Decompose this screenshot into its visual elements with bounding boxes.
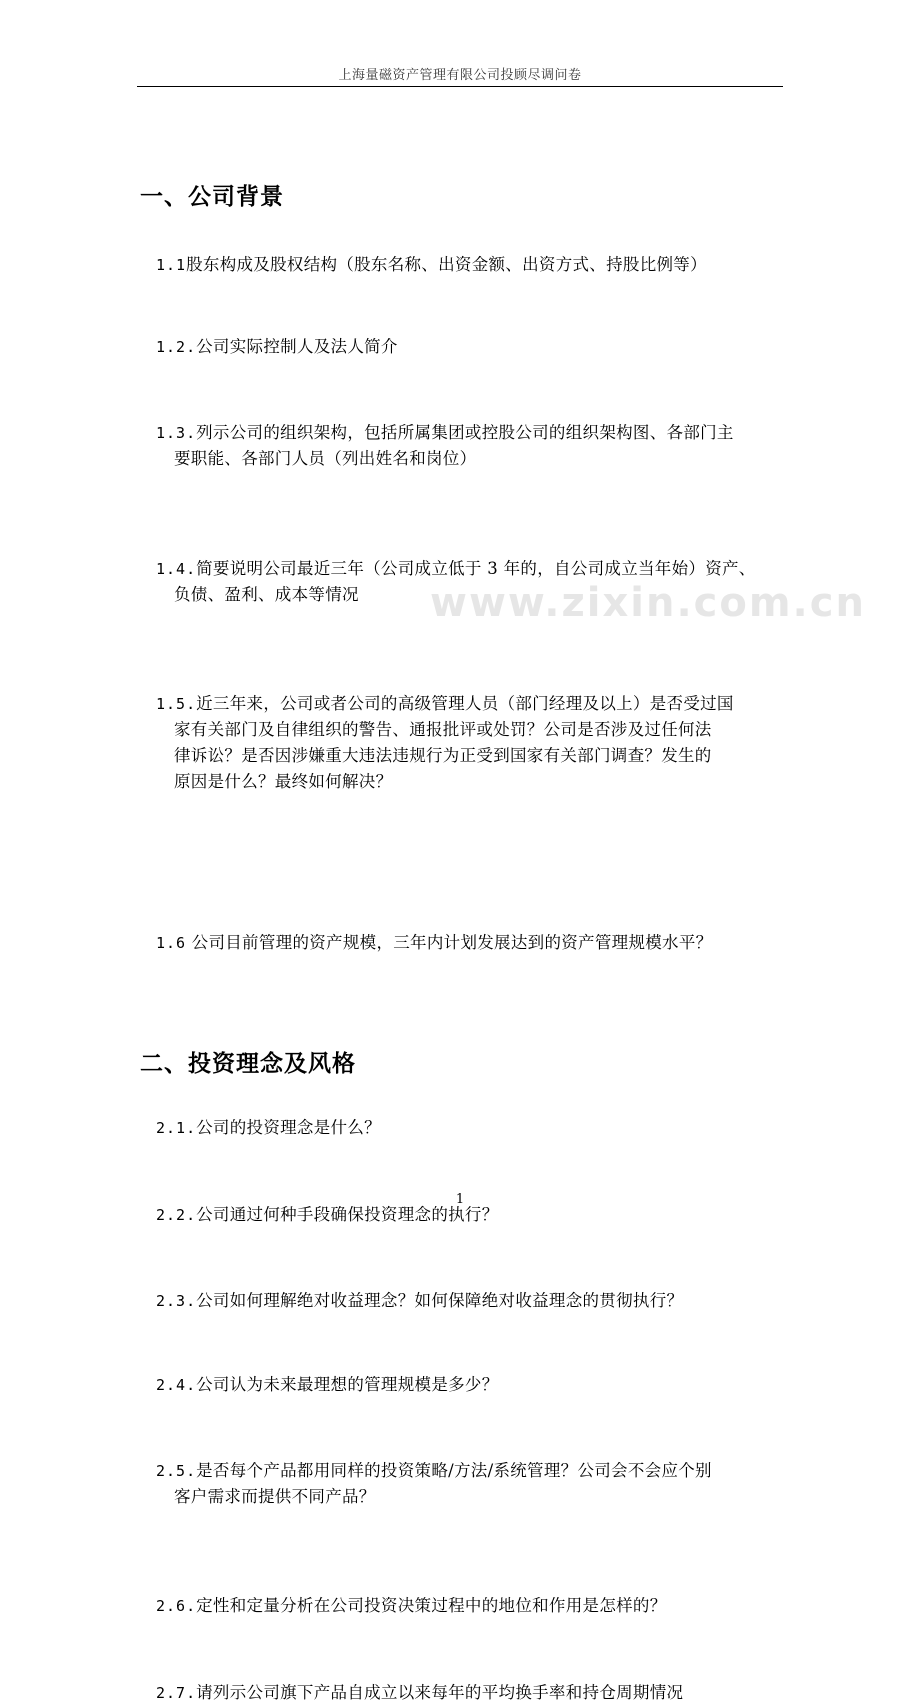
section-title-investment-philosophy: 二、投资理念及风格 xyxy=(140,1050,356,1077)
question-2-7 xyxy=(156,1680,786,1706)
question-text: 请列示公司旗下产品自成立以来每年的平均换手率和持仓周期情况 xyxy=(196,1683,684,1702)
question-text: 公司实际控制人及法人简介 xyxy=(196,337,398,356)
question-text: 公司认为未来最理想的管理规模是多少？ xyxy=(196,1375,499,1394)
question-number: 1.4. xyxy=(156,560,197,578)
question-text-continued: 家有关部门及自律组织的警告、通报批评或处罚？公司是否涉及过任何法 xyxy=(174,720,712,739)
question-text: 公司如何理解绝对收益理念？如何保障绝对收益理念的贯彻执行？ xyxy=(196,1291,684,1310)
question-text: 列示公司的组织架构，包括所属集团或控股公司的组织架构图、各部门主 xyxy=(196,423,734,442)
question-text: 公司的投资理念是什么？ xyxy=(196,1118,381,1137)
question-number: 1.5. xyxy=(156,695,197,713)
question-number: 2.5. xyxy=(156,1462,197,1480)
question-2-4 xyxy=(156,1372,786,1398)
question-number: 1.2. xyxy=(156,338,197,356)
page-number: 1 xyxy=(455,1192,465,1207)
question-text-continued: 客户需求而提供不同产品？ xyxy=(174,1487,376,1506)
question-number: 2.4. xyxy=(156,1376,197,1394)
question-number: 1.6 xyxy=(156,934,187,952)
question-text: 是否每个产品都用同样的投资策略/方法/系统管理？公司会不会应个别 xyxy=(196,1461,712,1480)
question-2-5 xyxy=(156,1458,786,1510)
question-text: 定性和定量分析在公司投资决策过程中的地位和作用是怎样的？ xyxy=(196,1596,667,1615)
question-text-continued: 原因是什么？最终如何解决？ xyxy=(174,772,393,791)
question-number: 2.7. xyxy=(156,1684,197,1702)
question-2-2 xyxy=(156,1202,786,1228)
question-1-5 xyxy=(156,691,786,795)
question-text-continued: 要职能、各部门人员（列出姓名和岗位） xyxy=(174,449,477,468)
page-header: 上海量磁资产管理有限公司投顾尽调问卷 xyxy=(338,68,582,83)
question-1-2 xyxy=(156,334,786,360)
question-text: 公司目前管理的资产规模，三年内计划发展达到的资产管理规模水平？ xyxy=(186,933,713,952)
section-title-company-background: 一、公司背景 xyxy=(140,183,284,210)
question-text-continued: 律诉讼？是否因涉嫌重大违法违规行为正受到国家有关部门调查？发生的 xyxy=(174,746,712,765)
watermark: www.zixin.com.cn xyxy=(430,580,866,626)
question-2-3 xyxy=(156,1288,786,1314)
question-1-1 xyxy=(156,252,786,278)
question-2-6 xyxy=(156,1593,786,1619)
question-1-3 xyxy=(156,420,786,472)
question-text: 公司通过何种手段确保投资理念的执行？ xyxy=(196,1205,499,1224)
question-1-4 xyxy=(156,556,786,608)
question-text-continued: 负债、盈利、成本等情况 xyxy=(174,585,359,604)
question-2-1 xyxy=(156,1115,786,1141)
question-number: 2.1. xyxy=(156,1119,197,1137)
question-1-6 xyxy=(156,930,786,956)
question-number: 2.2. xyxy=(156,1206,197,1224)
question-number: 2.6. xyxy=(156,1597,197,1615)
question-number: 1.1 xyxy=(156,256,187,274)
header-rule xyxy=(137,86,783,87)
question-text: 股东构成及股权结构（股东名称、出资金额、出资方式、持股比例等） xyxy=(186,255,707,274)
question-number: 1.3. xyxy=(156,424,197,442)
question-text: 近三年来，公司或者公司的高级管理人员（部门经理及以上）是否受过国 xyxy=(196,694,734,713)
question-number: 2.3. xyxy=(156,1292,197,1310)
question-text: 简要说明公司最近三年（公司成立低于 3 年的，自公司成立当年始）资产、 xyxy=(196,559,756,578)
